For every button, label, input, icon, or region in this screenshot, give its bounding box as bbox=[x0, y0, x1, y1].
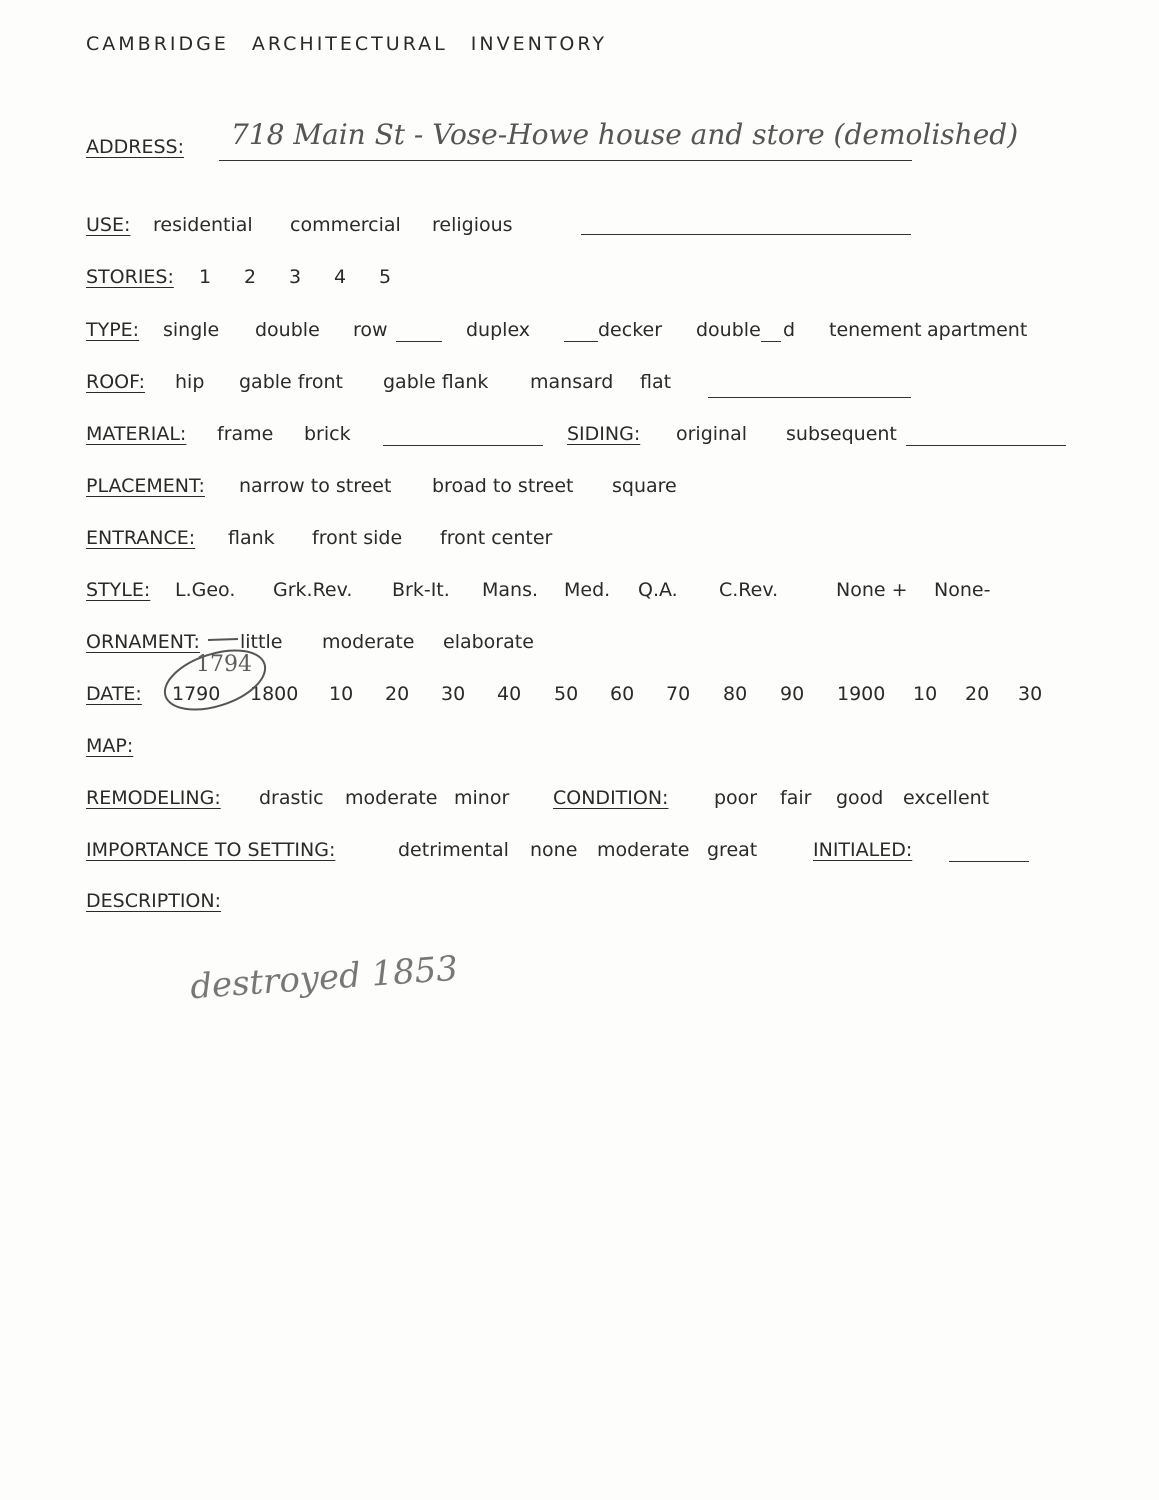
address-label: ADDRESS: bbox=[86, 136, 184, 158]
type-option-decker: decker bbox=[598, 319, 663, 341]
style-option-mans: Mans. bbox=[482, 579, 539, 601]
style-option-crev: C.Rev. bbox=[719, 579, 779, 601]
entrance-option-front-center: front center bbox=[440, 527, 553, 549]
importance-option-great: great bbox=[707, 839, 758, 861]
roof-option-hip: hip bbox=[175, 371, 205, 393]
date-option-40: 40 bbox=[497, 683, 522, 705]
importance-option-detrimental: detrimental bbox=[398, 839, 509, 861]
siding-option-subsequent: subsequent bbox=[786, 423, 897, 445]
use-label: USE: bbox=[86, 214, 131, 236]
material-row bbox=[86, 423, 1086, 453]
address-row bbox=[86, 118, 1086, 166]
material-option-brick: brick bbox=[304, 423, 351, 445]
stories-row bbox=[86, 266, 1086, 296]
type-label: TYPE: bbox=[86, 319, 140, 341]
condition-option-good: good bbox=[836, 787, 884, 809]
roof-row bbox=[86, 371, 1086, 401]
material-label: MATERIAL: bbox=[86, 423, 187, 445]
date-option-90: 90 bbox=[780, 683, 805, 705]
condition-option-poor: poor bbox=[714, 787, 758, 809]
date-option-30: 30 bbox=[441, 683, 466, 705]
stories-option-3: 3 bbox=[289, 266, 302, 288]
address-handwritten-value: 718 Main St - Vose-Howe house and store (demolished) bbox=[231, 118, 1019, 151]
siding-other-line bbox=[906, 427, 1066, 446]
type-row bbox=[86, 319, 1086, 349]
use-row bbox=[86, 214, 1086, 244]
description-label: DESCRIPTION: bbox=[86, 890, 222, 912]
roof-option-gable-flank: gable flank bbox=[383, 371, 489, 393]
style-row bbox=[86, 579, 1086, 609]
roof-option-mansard: mansard bbox=[530, 371, 614, 393]
date-option-1800: 1800 bbox=[250, 683, 299, 705]
placement-option-square: square bbox=[612, 475, 677, 497]
stories-label: STORIES: bbox=[86, 266, 174, 288]
importance-option-none: none bbox=[530, 839, 578, 861]
stories-option-1: 1 bbox=[199, 266, 212, 288]
description-row bbox=[86, 890, 1086, 920]
style-label: STYLE: bbox=[86, 579, 151, 601]
material-other-line bbox=[383, 427, 543, 446]
entrance-row bbox=[86, 527, 1086, 557]
style-option-med: Med. bbox=[564, 579, 611, 601]
form-title: CAMBRIDGE ARCHITECTURAL INVENTORY bbox=[86, 33, 607, 55]
type-option-tenement: tenement bbox=[829, 319, 922, 341]
initialed-line bbox=[949, 843, 1029, 862]
roof-other-line bbox=[708, 379, 911, 398]
type-option-apartment: apartment bbox=[927, 319, 1028, 341]
siding-option-original: original bbox=[676, 423, 748, 445]
date-handwritten-value: 1794 bbox=[196, 652, 252, 677]
ornament-option-elaborate: elaborate bbox=[443, 631, 534, 653]
use-option-commercial: commercial bbox=[290, 214, 401, 236]
map-row bbox=[86, 735, 1086, 765]
placement-row bbox=[86, 475, 1086, 505]
condition-option-fair: fair bbox=[780, 787, 812, 809]
date-option-1910: 10 bbox=[913, 683, 938, 705]
type-option-duplex: duplex bbox=[466, 319, 531, 341]
date-option-1920: 20 bbox=[965, 683, 990, 705]
remodeling-row bbox=[86, 787, 1086, 817]
date-option-1930: 30 bbox=[1018, 683, 1043, 705]
roof-label: ROOF: bbox=[86, 371, 145, 393]
ornament-label: ORNAMENT: bbox=[86, 631, 200, 653]
placement-option-broad: broad to street bbox=[432, 475, 574, 497]
type-option-row: row bbox=[353, 319, 388, 341]
style-option-none-plus: None + bbox=[836, 579, 908, 601]
style-option-lgeo: L.Geo. bbox=[175, 579, 236, 601]
description-handwritten-value: destroyed 1853 bbox=[188, 948, 460, 1008]
style-option-qa: Q.A. bbox=[638, 579, 678, 601]
date-option-80: 80 bbox=[723, 683, 748, 705]
stories-option-4: 4 bbox=[334, 266, 347, 288]
importance-option-moderate: moderate bbox=[597, 839, 690, 861]
use-option-religious: religious bbox=[432, 214, 513, 236]
style-option-grkrev: Grk.Rev. bbox=[273, 579, 353, 601]
map-label: MAP: bbox=[86, 735, 134, 757]
siding-label: SIDING: bbox=[567, 423, 641, 445]
placement-option-narrow: narrow to street bbox=[239, 475, 392, 497]
type-double-d-blank bbox=[761, 323, 781, 342]
date-option-10: 10 bbox=[329, 683, 354, 705]
date-option-50: 50 bbox=[554, 683, 579, 705]
date-circle-mark bbox=[160, 638, 280, 718]
condition-option-excellent: excellent bbox=[903, 787, 990, 809]
use-other-line bbox=[581, 216, 911, 235]
remodeling-label: REMODELING: bbox=[86, 787, 221, 809]
remodeling-option-moderate: moderate bbox=[345, 787, 438, 809]
roof-option-gable-front: gable front bbox=[239, 371, 343, 393]
use-option-residential: residential bbox=[153, 214, 253, 236]
remodeling-option-drastic: drastic bbox=[259, 787, 324, 809]
type-option-single: single bbox=[163, 319, 220, 341]
entrance-option-flank: flank bbox=[228, 527, 275, 549]
date-label: DATE: bbox=[86, 683, 142, 705]
style-option-none-minus: None- bbox=[934, 579, 991, 601]
entrance-label: ENTRANCE: bbox=[86, 527, 196, 549]
type-decker-blank bbox=[564, 323, 598, 342]
style-option-brkit: Brk-It. bbox=[392, 579, 450, 601]
type-option-d-suffix: d bbox=[783, 319, 796, 341]
date-option-20: 20 bbox=[385, 683, 410, 705]
placement-label: PLACEMENT: bbox=[86, 475, 205, 497]
remodeling-option-minor: minor bbox=[454, 787, 510, 809]
stories-option-2: 2 bbox=[244, 266, 257, 288]
date-option-1900: 1900 bbox=[837, 683, 886, 705]
date-option-60: 60 bbox=[610, 683, 635, 705]
initialed-label: INITIALED: bbox=[813, 839, 913, 861]
ornament-option-little: little bbox=[240, 631, 283, 653]
material-option-frame: frame bbox=[217, 423, 274, 445]
entrance-option-front-side: front side bbox=[312, 527, 403, 549]
stories-option-5: 5 bbox=[379, 266, 392, 288]
date-option-70: 70 bbox=[666, 683, 691, 705]
ornament-option-moderate: moderate bbox=[322, 631, 415, 653]
type-option-double: double bbox=[255, 319, 320, 341]
type-option-double-d: double bbox=[696, 319, 761, 341]
condition-label: CONDITION: bbox=[553, 787, 669, 809]
roof-option-flat: flat bbox=[640, 371, 672, 393]
importance-label: IMPORTANCE TO SETTING: bbox=[86, 839, 336, 861]
type-row-blank bbox=[396, 323, 442, 342]
date-option-1790: 1790 bbox=[172, 683, 221, 705]
importance-row bbox=[86, 839, 1086, 869]
